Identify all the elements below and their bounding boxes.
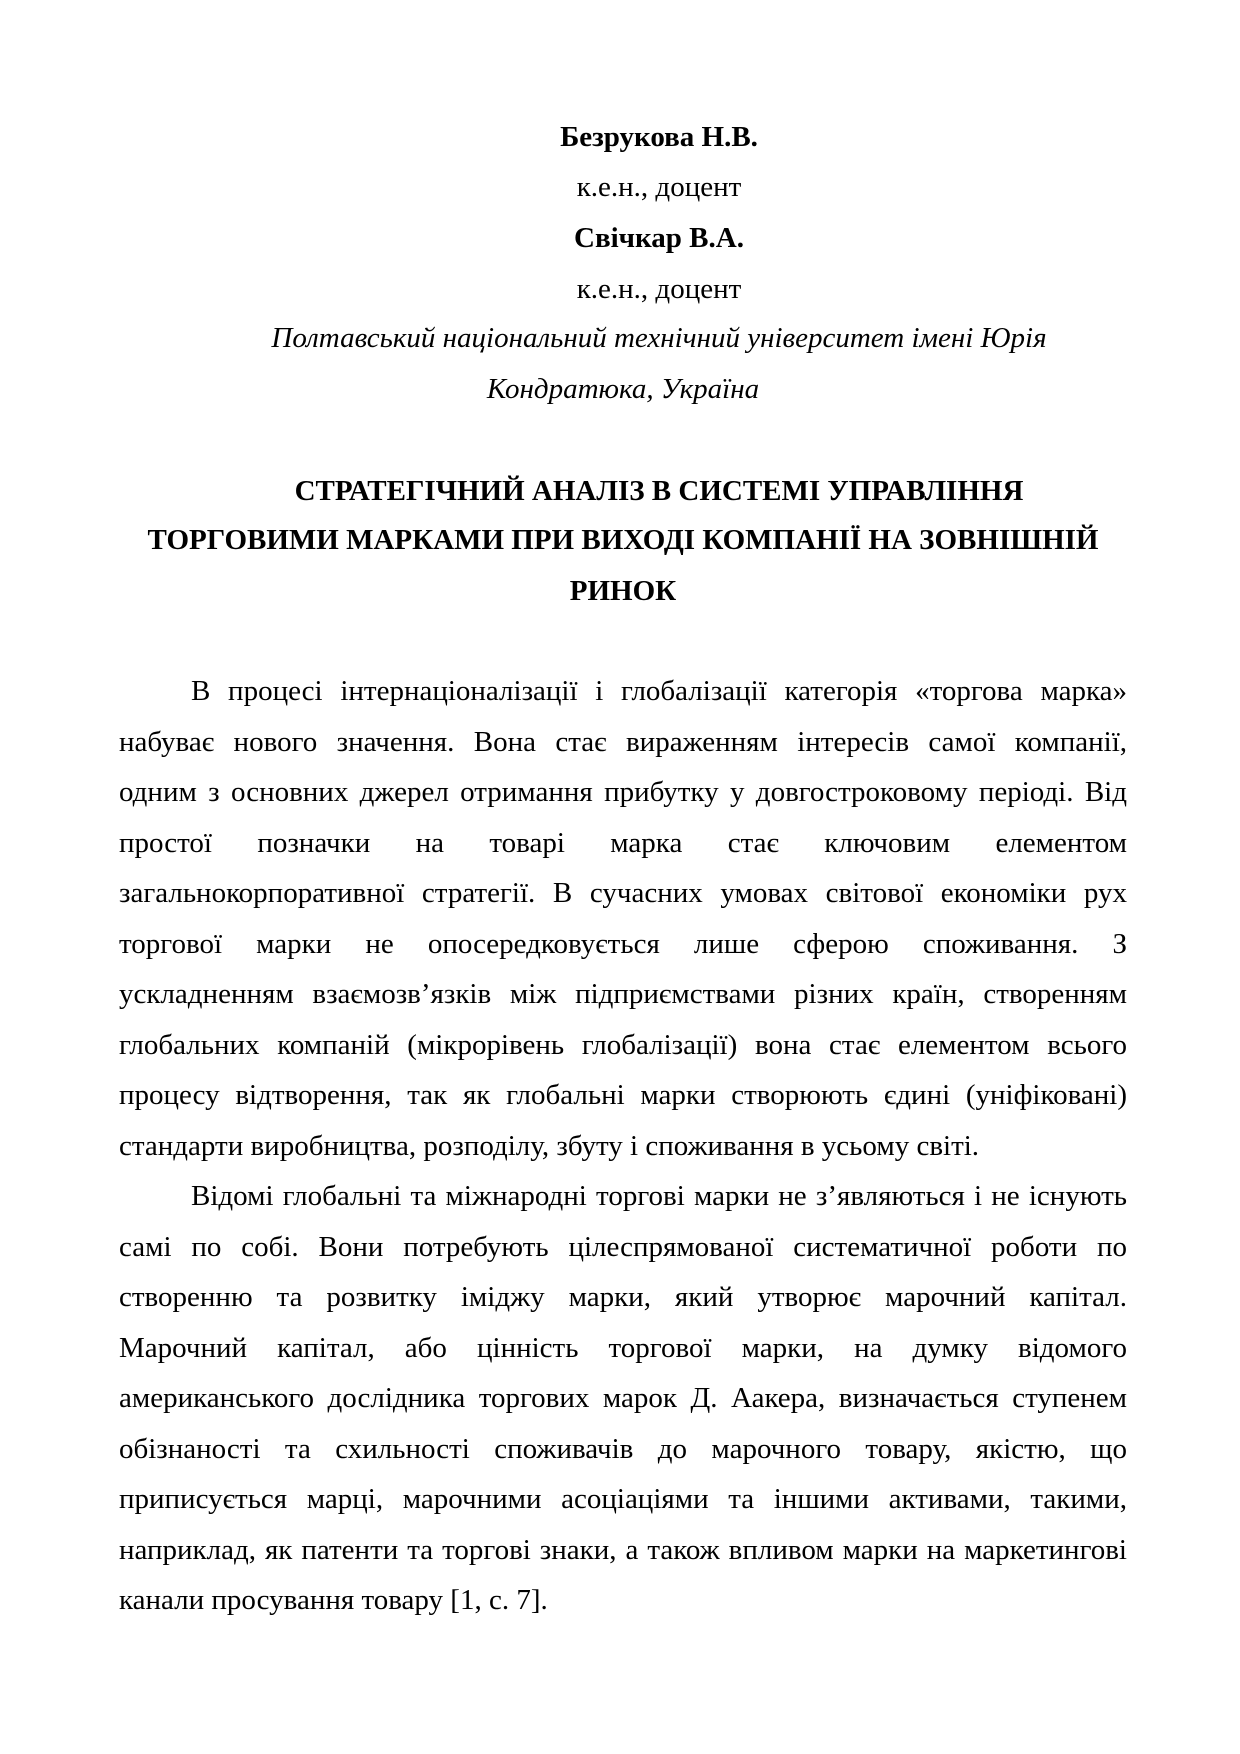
paragraph-line: торгової марки не опосередковується лише сферою споживання. З: [119, 927, 1127, 960]
paragraph-line: ускладненням взаємозв’язків між підприємствами різних країн, створенням: [119, 978, 1127, 1010]
paragraph-line: загальнокорпоративної стратегії. В сучасних умовах світової економіки рух: [119, 877, 1127, 909]
author-name: Свічкар В.А.: [574, 222, 744, 254]
paragraph-line: простої позначки на товарі марка стає ключовим елементом: [119, 826, 1127, 859]
paragraph-line: набуває нового значення. Вона стає вираженням інтересів самої компанії,: [119, 725, 1127, 758]
affiliation-line: Кондратюка, Україна: [486, 373, 760, 405]
paragraph-line: глобальних компаній (мікрорівень глобалізації) вона стає елементом всього: [119, 1028, 1127, 1061]
paragraph-line: Відомі глобальні та міжнародні торгові марки не з’являються і не існують: [191, 1180, 1127, 1212]
paragraph-line: обізнаності та схильності споживачів до марочного товару, якістю, що: [119, 1432, 1127, 1465]
paragraph-line: В процесі інтернаціоналізації і глобалізації категорія «торгова марка»: [191, 675, 1127, 707]
author-degree: к.е.н., доцент: [576, 273, 742, 305]
paragraph-line: Марочний капітал, або цінність торгової марки, на думку відомого: [119, 1331, 1127, 1364]
paragraph-line: процесу відтворення, так як глобальні марки створюють єдині (уніфіковані): [119, 1079, 1127, 1111]
author-name: Безрукова Н.В.: [560, 121, 758, 153]
article-title-line: СТРАТЕГІЧНИЙ АНАЛІЗ В СИСТЕМІ УПРАВЛІННЯ: [294, 475, 1024, 507]
paragraph-line: наприклад, як патенти та торгові знаки, а також впливом марки на маркетингові: [119, 1533, 1127, 1566]
article-title-line: ТОРГОВИМИ МАРКАМИ ПРИ ВИХОДІ КОМПАНІЇ НА ЗОВНІШНІЙ: [147, 524, 1099, 556]
affiliation-line: Полтавський національний технічний університет імені Юрія: [271, 322, 1047, 354]
paragraph-line: одним з основних джерел отримання прибутку у довгостроковому періоді. Від: [119, 776, 1127, 808]
article-title-line: РИНОК: [569, 575, 677, 607]
paragraph-line: канали просування товару [1, с. 7].: [119, 1584, 548, 1616]
paragraph-line: самі по собі. Вони потребують цілеспрямованої систематичної роботи по: [119, 1230, 1127, 1263]
paragraph-line: приписується марці, марочними асоціаціями та іншими активами, такими,: [119, 1483, 1127, 1515]
paragraph-line: створенню та розвитку іміджу марки, який утворює марочний капітал.: [119, 1281, 1127, 1313]
paragraph-line: американського дослідника торгових марок Д. Аакера, визначається ступенем: [119, 1382, 1127, 1414]
paragraph-line: стандарти виробництва, розподілу, збуту і споживання в усьому світі.: [119, 1129, 980, 1162]
author-degree: к.е.н., доцент: [576, 171, 742, 203]
